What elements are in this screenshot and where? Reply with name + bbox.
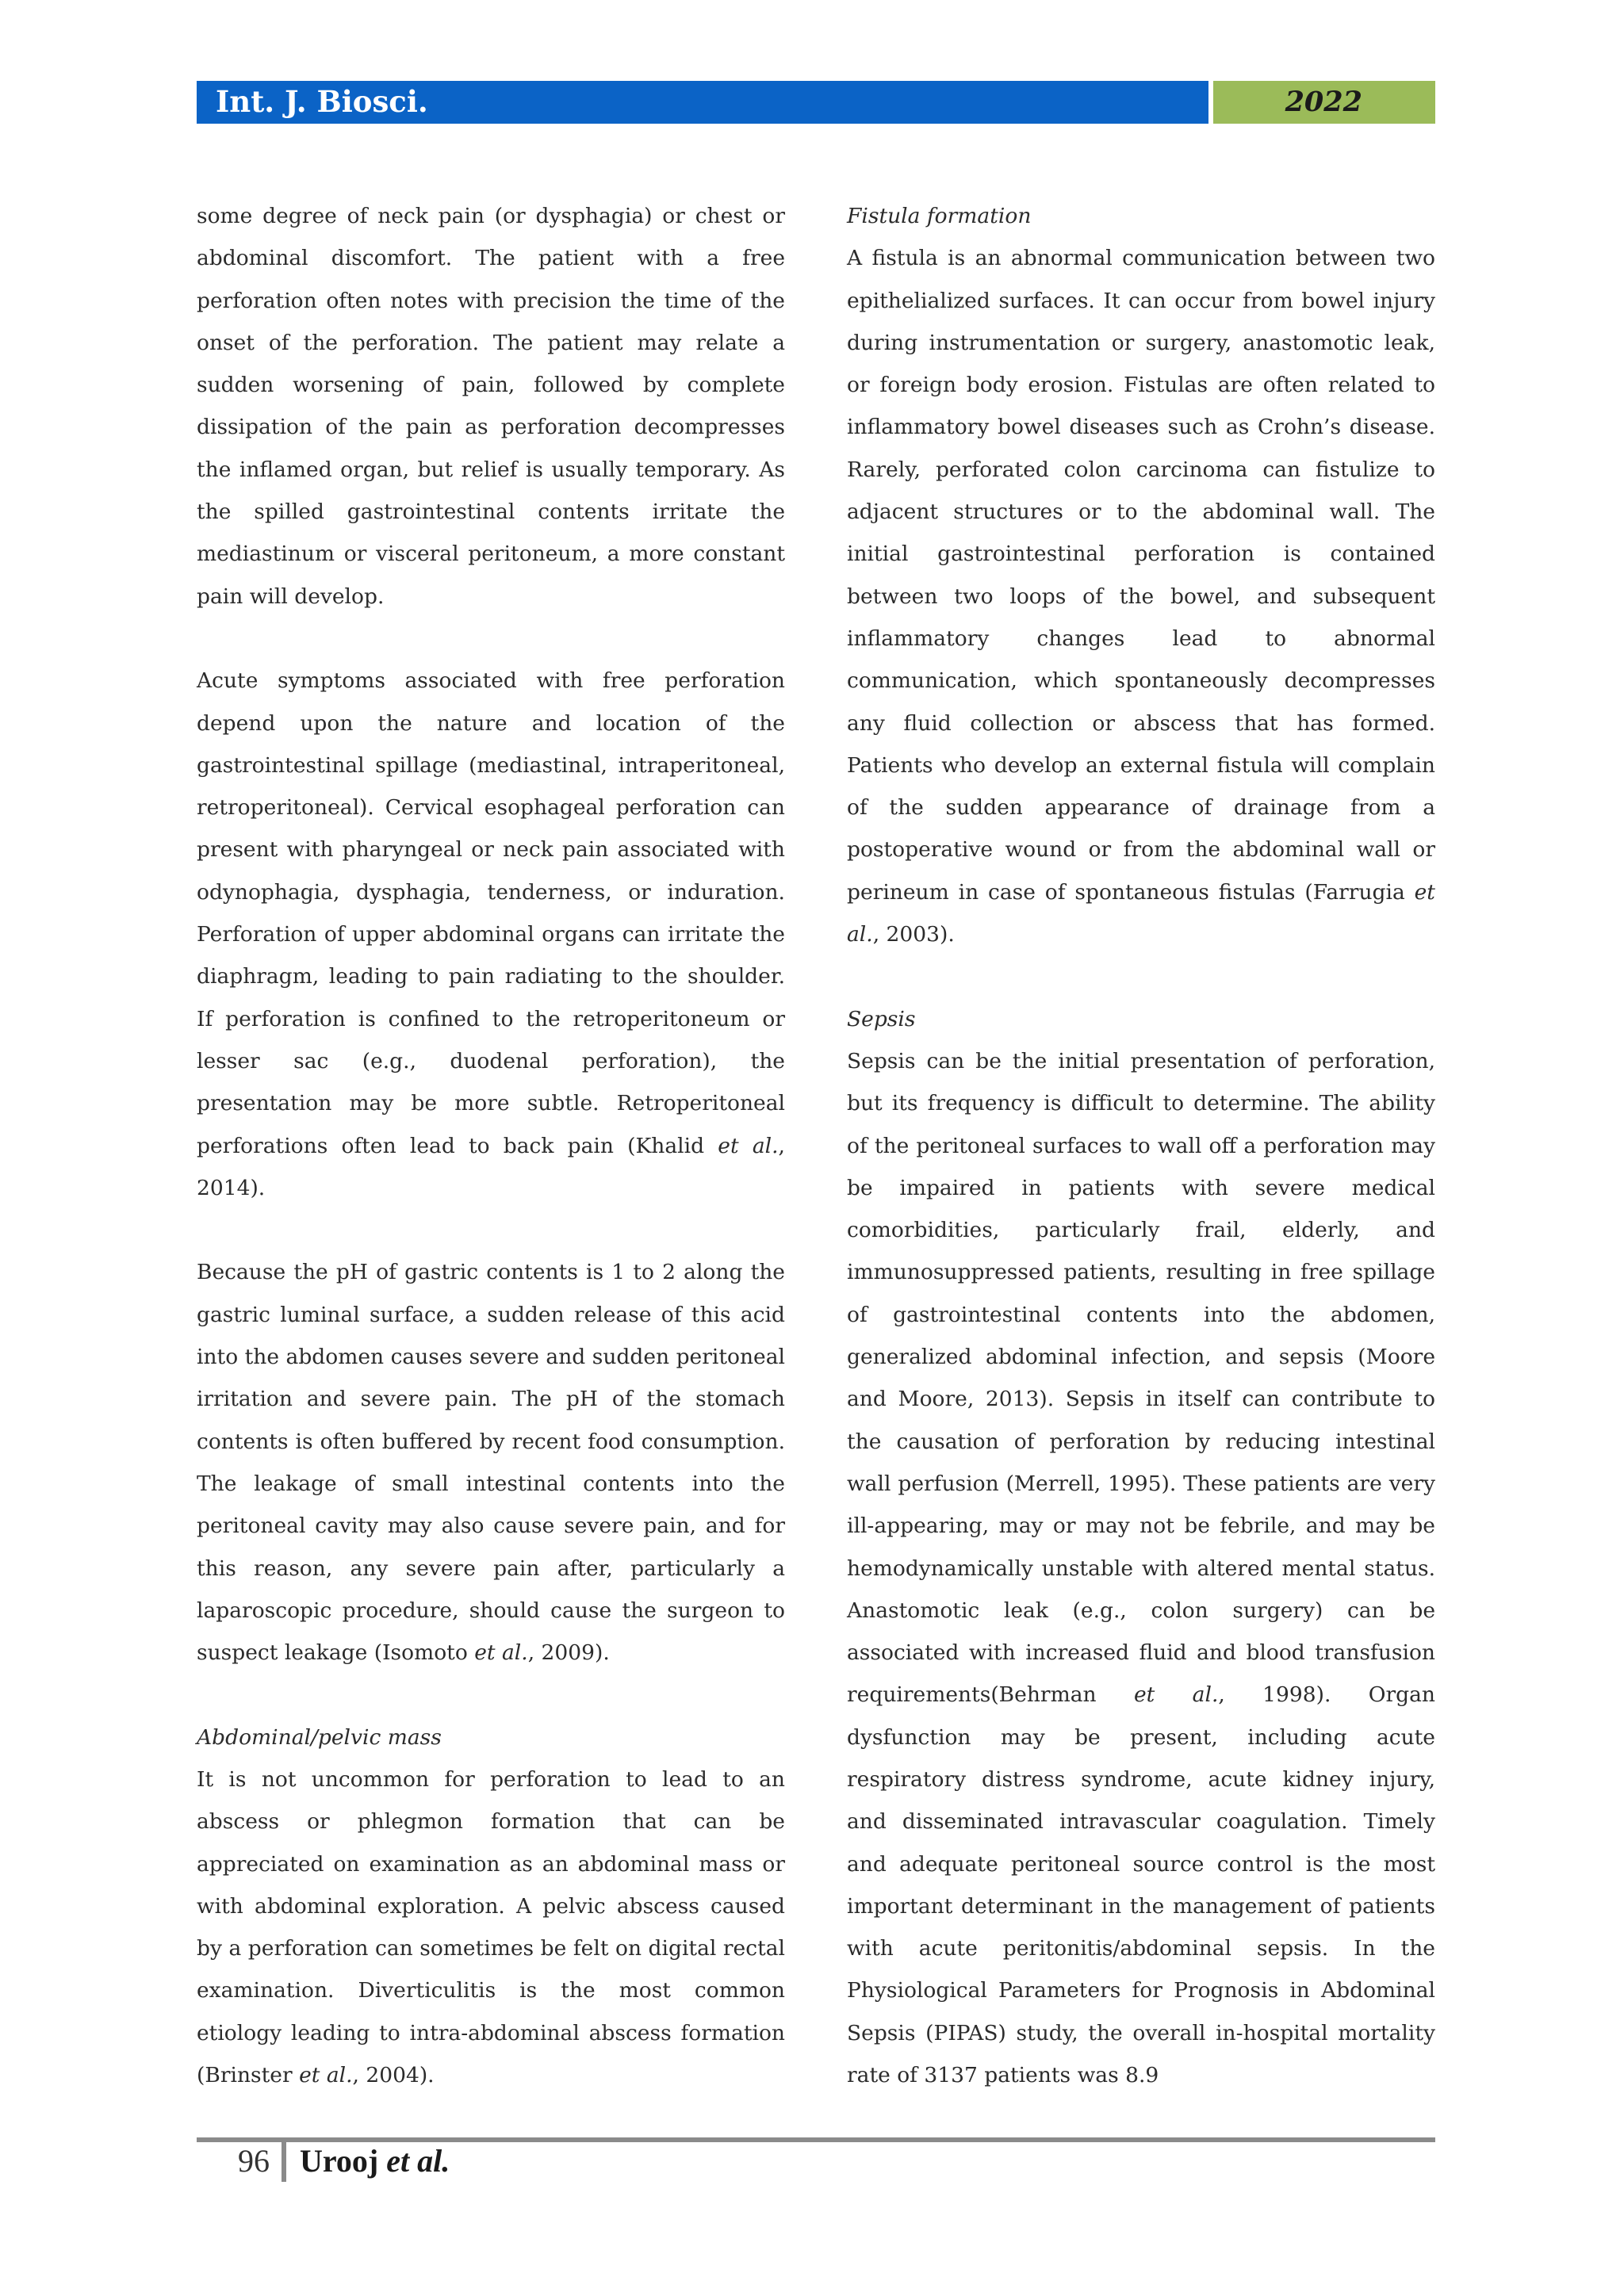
left-column	[197, 195, 785, 2096]
running-header	[197, 81, 1435, 124]
footer-author: Urooj et al.	[300, 2143, 450, 2179]
page-number: 96	[238, 2143, 270, 2179]
section-heading: Abdominal/pelvic mass	[197, 1724, 442, 1750]
footer-separator	[282, 2142, 286, 2182]
section-heading: Sepsis	[847, 1006, 916, 1031]
journal-title-bar	[197, 81, 1208, 124]
journal-title: Int. J. Biosci.	[216, 84, 428, 119]
paragraph: some degree of neck pain (or dysphagia) or chest or abdominal discomfort. The patient with a free perforation often notes with precision the time of the onset of the perforation. The patient may relate a sudden worsening of pain, followed by complete dissipation of the pain as perforation decompresses the inflamed organ, but relief is usually temporary. As the spilled gastrointestinal contents irritate the mediastinum or visceral peritoneum, a more constant pain will develop.	[197, 204, 785, 609]
section-heading: Fistula formation	[847, 204, 1032, 228]
publication-year: 2022	[1285, 86, 1362, 118]
paragraph: Because the pH of gastric contents is 1 to 2 along the gastric luminal surface, a sudden release of this acid into the abdomen causes severe and sudden peritoneal irritation and severe pain. The pH of the stomach contents is often buffered by recent food consumption. The leakage of small intestinal contents into the peritoneal cavity may also cause severe pain, and for this reason, any severe pain after, particularly a laparoscopic procedure, should cause the surgeon to suspect leakage (Isomoto et al., 2009).	[197, 1260, 785, 1666]
right-column	[847, 195, 1435, 2096]
paragraph: Acute symptoms associated with free perforation depend upon the nature and location of the gastrointestinal spillage (mediastinal, intraperitoneal, retroperitoneal). Cervical esophageal perforation can present with pharyngeal or neck pain associated with odynophagia, dysphagia, tenderness, or induration. Perforation of upper abdominal organs can irritate the diaphragm, leading to pain radiating to the shoulder. If perforation is confined to the retroperitoneum or lesser sac (e.g., duodenal perforation), the presentation may be more subtle. Retroperitoneal perforations often lead to back pain (Khalid et al., 2014).	[197, 668, 785, 1200]
paragraph: A fistula is an abnormal communication between two epithelialized surfaces. It can occur from bowel injury during instrumentation or surgery, anastomotic leak, or foreign body erosion. Fistulas are often related to inflammatory bowel diseases such as Crohn’s disease. Rarely, perforated colon carcinoma can fistulize to adjacent structures or to the abdominal wall. The initial gastrointestinal perforation is contained between two loops of the bowel, and subsequent inflammatory changes lead to abnormal communication, which spontaneously decompresses any fluid collection or abscess that has formed. Patients who develop an external fistula will complain of the sudden appearance of drainage from a postoperative wound or from the abdominal wall or perineum in case of spontaneous fistulas (Farrugia et al., 2003).	[847, 246, 1435, 947]
year-bar	[1213, 81, 1435, 124]
paragraph: Sepsis can be the initial presentation of perforation, but its frequency is difficult to determine. The ability of the peritoneal surfaces to wall off a perforation may be impaired in patients with severe medical comorbidities, particularly frail, elderly, and immunosuppressed patients, resulting in free spillage of gastrointestinal contents into the abdomen, generalized abdominal infection, and sepsis (Moore and Moore, 2013). Sepsis in itself can contribute to the causation of perforation by reducing intestinal wall perfusion (Merrell, 1995). These patients are very ill-appearing, may or may not be febrile, and may be hemodynamically unstable with altered mental status. Anastomotic leak (e.g., colon surgery) can be associated with increased fluid and blood transfusion requirements(Behrman et al., 1998). Organ dysfunction may be present, including acute respiratory distress syndrome, acute kidney injury, and disseminated intravascular coagulation. Timely and adequate peritoneal source control is the most important determinant in the management of patients with acute peritonitis/abdominal sepsis. In the Physiological Parameters for Prognosis in Abdominal Sepsis (PIPAS) study, the overall in-hospital mortality rate of 3137 patients was 8.9	[847, 1048, 1435, 2088]
paragraph: It is not uncommon for perforation to lead to an abscess or phlegmon formation that can be appreciated on examination as an abdominal mass or with abdominal exploration. A pelvic abscess caused by a perforation can sometimes be felt on digital rectal examination. Diverticulitis is the most common etiology leading to intra-abdominal abscess formation (Brinster et al., 2004).	[197, 1766, 785, 2088]
